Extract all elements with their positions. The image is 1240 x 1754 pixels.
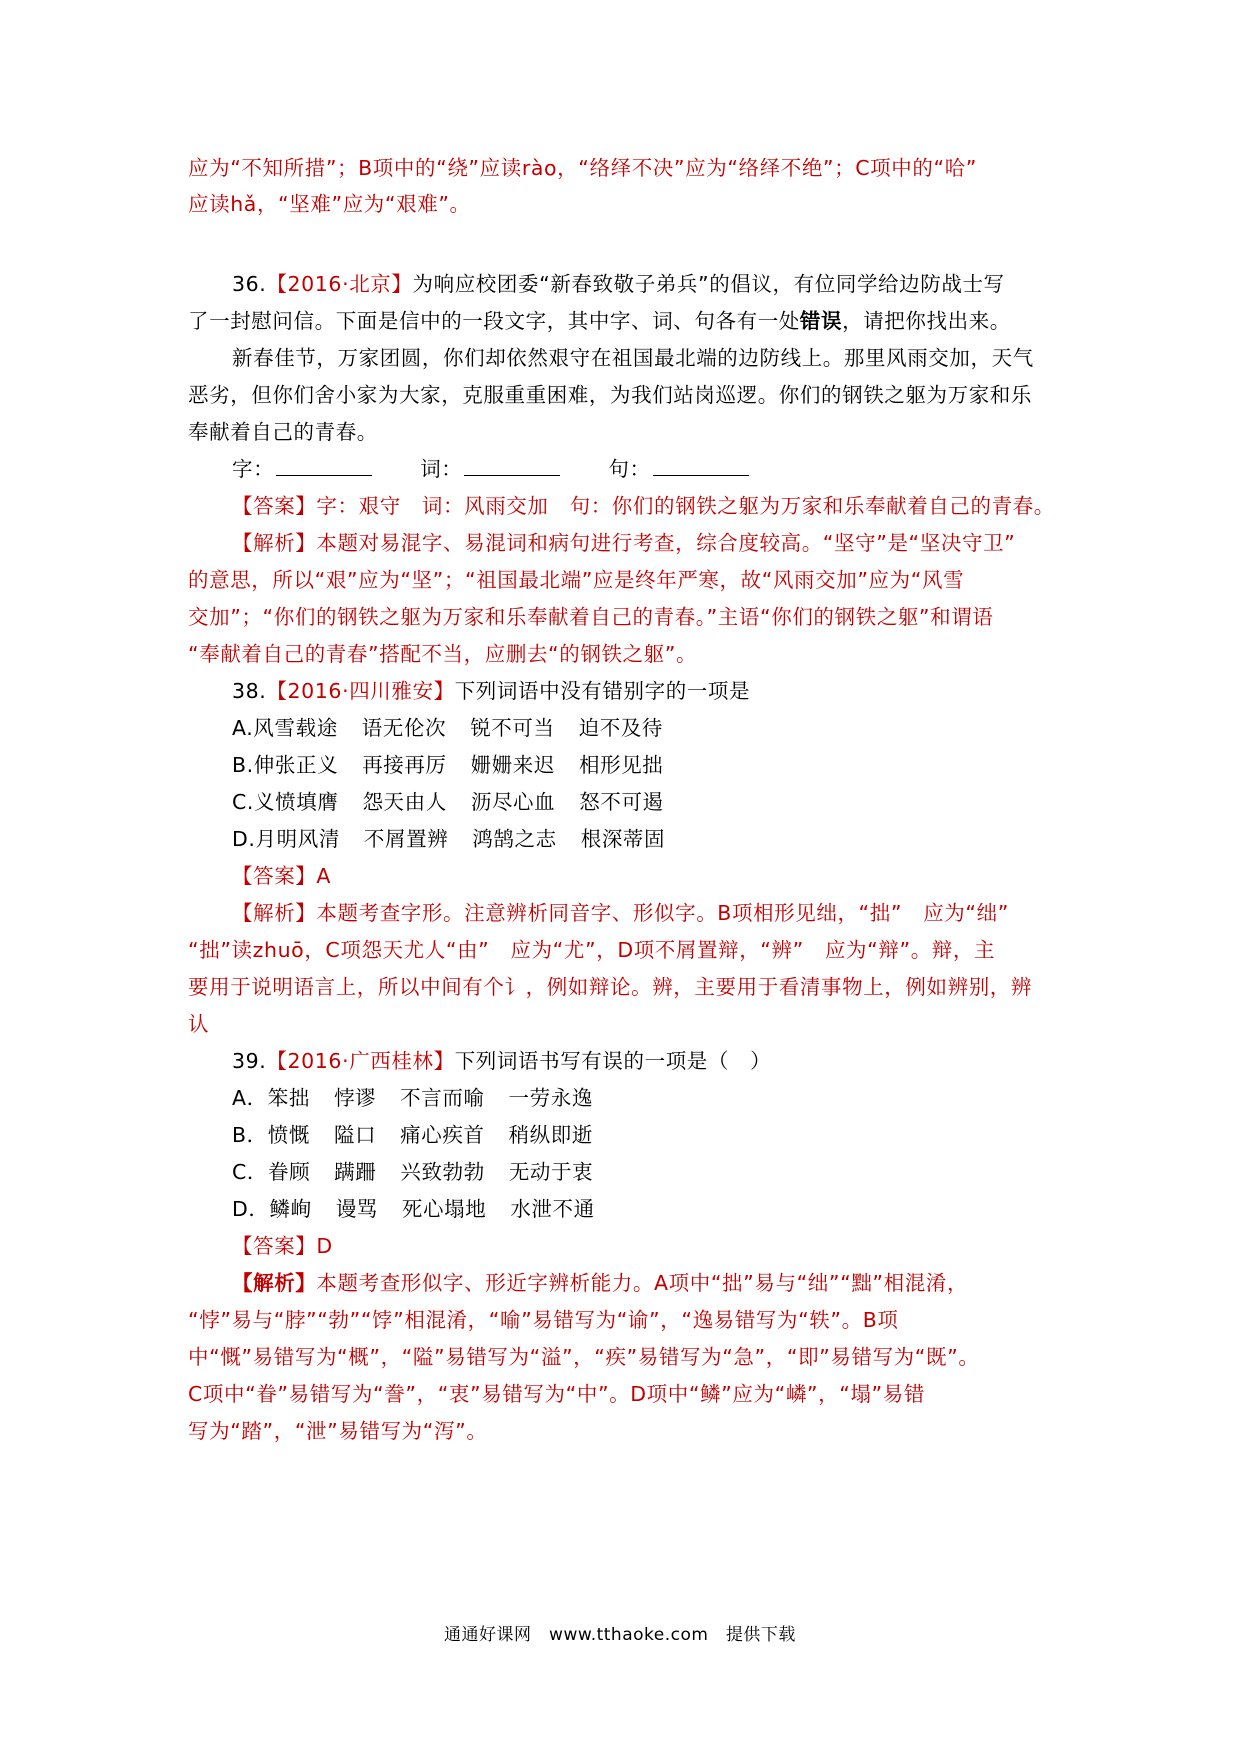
option-word: 水泄不通 [510, 1197, 595, 1221]
option-word: 锐不可当 [470, 716, 555, 740]
option-word: 兴致勃勃 [400, 1160, 485, 1184]
q36-stem-emphasis: 错误 [799, 309, 843, 333]
q36-analysis-line-4: “奉献着自己的青春”搭配不当，应删去“的钢铁之躯”。 [188, 642, 698, 666]
option-word: 姗姗来迟 [470, 753, 555, 777]
option-label: B． [232, 1123, 268, 1147]
option-word: 沥尽心血 [470, 790, 556, 814]
option-word: 笨拙 [267, 1086, 310, 1110]
q38-answer: 【答案】A [232, 864, 332, 888]
option-word: 月明风清 [255, 827, 340, 851]
option-word: 不屑置辨 [363, 827, 449, 851]
q38-analysis-line-3: 要用于说明语言上，所以中间有个讠，例如辩论。辨，主要用于看清事物上，例如辨别，辨 [188, 975, 1032, 999]
q36-stem-text-1: 为响应校团委“新春致敬子弟兵”的倡议，有位同学给边防战士写 [412, 272, 1005, 296]
blank-ci [464, 453, 560, 476]
q36-analysis-line-2: 的意思，所以“艰”应为“坚”；“祖国最北端”应是终年严寒，故“风雨交加”应为“风雪 [188, 568, 965, 592]
q39-analysis-line-2: “悖”易与“脖”“勃”“饽”相混淆，“喻”易错写为“谕”，“逸易错写为“轶”。B项 [188, 1308, 899, 1332]
option-word: 怒不可遏 [579, 790, 664, 814]
q38-analysis-line-2: “拙”读zhuō，C项怨天尤人“由” 应为“尤”，D项不屑置辩，“辨” 应为“辩”。辩，主 [188, 938, 996, 962]
q39-option-b [232, 1117, 1058, 1154]
option-word: 相形见拙 [579, 753, 664, 777]
q38-source-tag: 【2016·四川雅安】 [266, 679, 455, 703]
q36-passage-line-1: 新春佳节，万家团圆，你们却依然艰守在祖国最北端的边防线上。那里风雨交加，天气 [232, 346, 1034, 370]
q38-option-d [232, 821, 1058, 858]
q36-stem-line-1 [232, 266, 1058, 303]
q36-number: 36. [232, 272, 267, 296]
option-label: C． [232, 1160, 269, 1184]
option-word: 怨天由人 [362, 790, 447, 814]
q39-stem-text: 下列词语书写有误的一项是（ ） [454, 1049, 772, 1073]
q39-number: 39. [232, 1049, 267, 1073]
q39-stem [232, 1043, 1058, 1080]
option-word: 一劳永逸 [508, 1086, 593, 1110]
q39-answer: 【答案】D [232, 1234, 333, 1258]
option-label: B. [232, 753, 254, 777]
option-word: 眷顾 [268, 1160, 311, 1184]
q36-blanks [232, 451, 1058, 488]
prev-answer-line-2: 应读hǎ，“坚难”应为“艰难”。 [188, 192, 471, 216]
q36-source-tag: 【2016·北京】 [266, 272, 413, 296]
q39-option-a [232, 1080, 1058, 1117]
option-label: D． [232, 1197, 270, 1221]
option-word: 风雪载途 [253, 716, 338, 740]
q36-stem-line-2 [188, 303, 1058, 340]
q39-analysis-line-4: C项中“眷”易错写为“誊”，“衷”易错写为“中”。D项中“鳞”应为“嶙”，“塌”易错 [188, 1382, 925, 1406]
q39-option-c [232, 1154, 1058, 1191]
option-label: C. [232, 790, 255, 814]
option-word: 根深蒂固 [580, 827, 666, 851]
page-footer: 通通好课网 www.tthaoke.com 提供下载 [444, 1625, 796, 1645]
q39-analysis-line-5: 写为“踏”，“泄”易错写为“泻”。 [188, 1419, 488, 1443]
option-word: 鳞峋 [269, 1197, 312, 1221]
option-word: 痛心疾首 [400, 1123, 485, 1147]
option-label: A． [232, 1086, 268, 1110]
q36-passage-line-2: 恶劣，但你们舍小家为大家，克服重重困难，为我们站岗巡逻。你们的钢铁之躯为万家和乐 [188, 383, 1032, 407]
q38-analysis-line-4: 认 [188, 1012, 210, 1036]
blank-label-zi: 字： [232, 457, 275, 481]
option-word: 隘口 [333, 1123, 377, 1147]
option-word: 不言而喻 [400, 1086, 485, 1110]
q39-option-d [232, 1191, 1058, 1228]
q36-analysis-line-3: 交加”；“你们的钢铁之躯为万家和乐奉献着自己的青春。”主语“你们的钢铁之躯”和谓语 [188, 605, 994, 629]
q38-option-a [232, 710, 1058, 747]
blank-label-ju: 句： [608, 457, 651, 481]
q38-option-c [232, 784, 1058, 821]
option-word: 蹒跚 [334, 1160, 377, 1184]
option-label: A. [232, 716, 254, 740]
blank-zi [276, 453, 372, 476]
option-word: 义愤填膺 [254, 790, 339, 814]
prev-answer-line-1: 应为“不知所措”；B项中的“绕”应读ràο，“络绎不决”应为“络绎不绝”；C项中的“哈” [188, 156, 978, 180]
q38-number: 38. [232, 679, 267, 703]
q38-stem [232, 673, 1058, 710]
q39-source-tag: 【2016·广西桂林】 [266, 1049, 455, 1073]
option-word: 悖谬 [333, 1086, 377, 1110]
q36-stem-text-3: ，请把你找出来。 [842, 309, 1011, 333]
q39-analysis-line-3: 中“慨”易错写为“概”，“隘”易错写为“溢”，“疾”易错写为“急”，“即”易错写为“既”。 [188, 1345, 980, 1369]
q38-analysis-line-1: 【解析】本题考查字形。注意辨析同音字、形似字。B项相形见绌，“拙” 应为“绌” [232, 901, 1009, 925]
q39-analysis-text-1: 本题考查形似字、形近字辨析能力。A项中“拙”易与“绌”“黜”相混淆， [316, 1271, 969, 1295]
option-word: 谩骂 [335, 1197, 378, 1221]
blank-label-ci: 词： [420, 457, 463, 481]
option-word: 伸张正义 [253, 753, 339, 777]
option-word: 迫不及待 [578, 716, 664, 740]
option-word: 语无伦次 [361, 716, 447, 740]
option-word: 愤慨 [267, 1123, 310, 1147]
q39-analysis-line-1 [232, 1265, 1058, 1302]
q38-stem-text: 下列词语中没有错别字的一项是 [454, 679, 751, 703]
blank-ju [653, 453, 749, 476]
q36-analysis-line-1: 【解析】本题对易混字、易混词和病句进行考查，综合度较高。“坚守”是“坚决守卫” [232, 531, 1016, 555]
q36-stem-text-2: 了一封慰问信。下面是信中的一段文字，其中字、词、句各有一处 [188, 309, 800, 333]
option-label: D. [232, 827, 256, 851]
option-word: 死心塌地 [401, 1197, 487, 1221]
q36-answer: 【答案】字：艰守 词：风雨交加 句：你们的钢铁之躯为万家和乐奉献着自己的青春。 [232, 494, 1055, 518]
option-word: 鸿鹄之志 [472, 827, 557, 851]
option-word: 再接再厉 [362, 753, 447, 777]
q38-option-b [232, 747, 1058, 784]
q39-analysis-tag: 【解析】 [232, 1271, 317, 1295]
q36-passage-line-3: 奉献着自己的青春。 [188, 420, 378, 444]
option-word: 稍纵即逝 [508, 1123, 593, 1147]
option-word: 无动于衷 [508, 1160, 594, 1184]
